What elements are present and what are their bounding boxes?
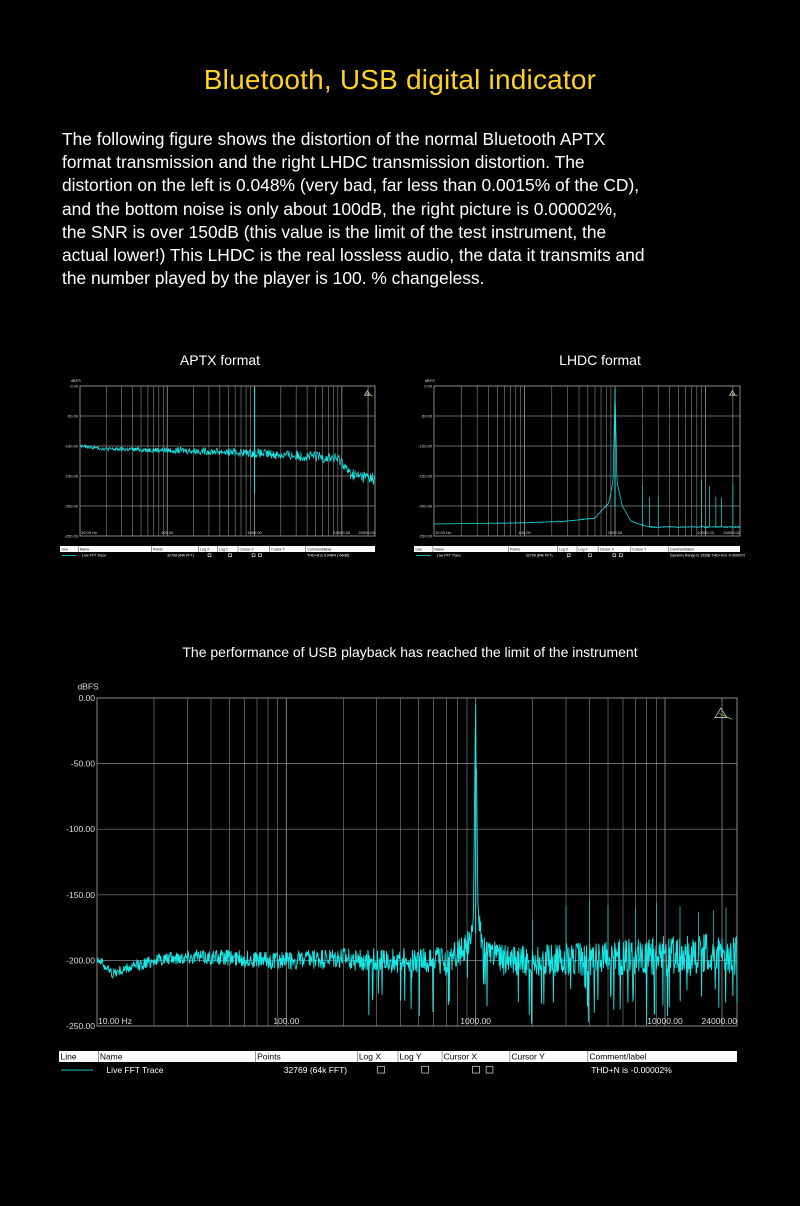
x-tick-label: 10000.00 [697, 530, 714, 535]
lhdc-caption: LHDC format [559, 352, 641, 368]
lhdc-fft-chart [410, 372, 745, 567]
table-header-6: Cursor Y [511, 1051, 545, 1062]
x-tick-label: 1000.00 [247, 530, 262, 535]
table-header-0: Line [60, 1051, 77, 1062]
plot-frame [97, 698, 737, 1026]
row-points: 32769 (64k FFT) [283, 1065, 348, 1076]
page-title: Bluetooth, USB digital indicator [203, 64, 597, 95]
row-name: Live FFT Trace [436, 553, 461, 558]
y-tick-label: -200.00 [66, 955, 95, 966]
row-name: Live FFT Trace [82, 553, 107, 558]
paragraph-line: format transmission and the right LHDC transmission distortion. The [62, 152, 585, 173]
row-checkbox [252, 554, 255, 557]
paragraph-line: The following figure shows the distortion of the normal Bluetooth APTX [62, 129, 606, 149]
x-tick-label: 100.00 [518, 530, 531, 535]
paragraph-line: the SNR is over 150dB (this value is the limit of the test instrument, the [62, 221, 607, 242]
row-checkbox [229, 554, 232, 557]
table-header-2: Points [510, 547, 521, 552]
x-tick-label: 24000.00 [701, 1016, 737, 1026]
y-tick-label: 0.00 [70, 383, 78, 389]
row-checkbox [486, 1066, 493, 1073]
x-tick-label: 10.00 Hz [98, 1016, 133, 1026]
y-tick-label: 0.00 [424, 383, 432, 389]
row-checkbox [258, 554, 261, 557]
x-tick-label: 24000.00 [723, 530, 740, 535]
table-header-1: Name [79, 547, 90, 552]
x-tick-label: 100.00 [161, 530, 174, 535]
table-header-1: Name [434, 547, 445, 552]
row-checkbox [613, 554, 616, 557]
x-tick-label: 100.00 [273, 1016, 300, 1026]
fft-trace [80, 445, 375, 484]
y-tick-label: -150.00 [418, 473, 432, 479]
row-checkbox [208, 554, 211, 557]
table-header-3: Log X [200, 547, 210, 552]
x-tick-label: 10000.00 [333, 530, 351, 535]
y-axis-label: dBFS [424, 378, 435, 383]
table-header-5: Cursor X [239, 547, 254, 552]
table-header-2: Points [257, 1051, 281, 1062]
table-header-6: Cursor Y [270, 547, 286, 552]
table-header-1: Name [99, 1051, 123, 1062]
paragraph-line: the number played by the player is 100. % changeless. [62, 268, 485, 289]
table-header-5: Cursor X [599, 547, 614, 552]
y-tick-label: -50.00 [420, 413, 432, 419]
lhdc-chart-svg [410, 372, 745, 567]
fft-trace [434, 393, 740, 527]
x-tick-label: 1000.00 [460, 1016, 492, 1026]
row-checkbox [378, 1066, 385, 1073]
y-axis-label: dBFS [77, 681, 99, 692]
y-tick-label: -150.00 [66, 889, 95, 900]
paragraph-line: actual lower!) This LHDC is the real lossless audio, the data it transmits and [62, 245, 645, 266]
row-points: 32769 (64k FFT) [525, 553, 553, 558]
y-tick-label: -50.00 [66, 413, 78, 419]
y-tick-label: -150.00 [64, 473, 78, 479]
row-points: 32768 (64k FFT) [167, 553, 194, 558]
paragraph-line: and the bottom noise is only about 100dB, the right picture is 0.00002%, [62, 198, 617, 219]
table-header-7: Comment/label [669, 547, 694, 552]
x-tick-label: 1000.00 [607, 530, 623, 535]
table-header-3: Log X [358, 1051, 382, 1062]
row-name: Live FFT Trace [106, 1065, 164, 1076]
usb-fft-chart [55, 680, 745, 1085]
plot-frame [434, 386, 740, 536]
row-checkbox [567, 554, 570, 557]
paragraph-line: distortion on the left is 0.048% (very bad, far less than 0.0015% of the CD), [62, 175, 640, 196]
y-tick-label: -250.00 [418, 533, 432, 539]
aptx-caption: APTX format [179, 352, 261, 368]
table-header-4: Log Y [578, 547, 588, 552]
row-checkbox [619, 554, 622, 557]
table-header-0: Line [61, 547, 69, 552]
row-checkbox [422, 1066, 429, 1073]
table-header-7: Comment/label [307, 547, 332, 552]
plot-frame [80, 386, 375, 536]
y-tick-label: 0.00 [78, 692, 95, 703]
y-tick-label: -100.00 [418, 443, 432, 449]
row-checkbox [473, 1066, 480, 1073]
table-header-5: Cursor X [443, 1051, 478, 1062]
row-checkbox [588, 554, 591, 557]
aptx-fft-chart [56, 372, 378, 567]
y-tick-label: -200.00 [64, 503, 78, 509]
y-tick-label: -250.00 [64, 533, 78, 539]
table-header-0: Line [415, 547, 423, 552]
table-header-4: Log Y [219, 547, 229, 552]
table-header-2: Points [152, 547, 163, 552]
usb-chart-svg [55, 680, 745, 1085]
table-header-6: Cursor Y [632, 547, 647, 552]
row-comment: Dynamic Range is 153dB THD+N is -0.00002% [669, 553, 745, 558]
x-tick-label: 10.00 Hz [435, 530, 452, 535]
fft-trace [97, 718, 737, 1024]
marker-icon-line [719, 713, 732, 719]
table-header-3: Log X [558, 547, 569, 552]
usb-caption: The performance of USB playback has reached the limit of the instrument [182, 644, 638, 660]
x-tick-label: 10000.00 [647, 1016, 683, 1026]
y-tick-label: -50.00 [70, 758, 95, 769]
x-tick-label: 10.00 Hz [81, 530, 98, 535]
row-comment: THD+N is 0.048% (-66dB) [307, 553, 350, 558]
y-tick-label: -200.00 [418, 503, 432, 509]
aptx-chart-svg [56, 372, 378, 567]
y-tick-label: -100.00 [64, 443, 78, 449]
description-paragraph [62, 128, 762, 290]
y-tick-label: -100.00 [66, 824, 95, 835]
row-comment: THD+N is -0.00002% [591, 1065, 672, 1076]
table-header-7: Comment/label [589, 1051, 647, 1062]
table-header-4: Log Y [399, 1051, 422, 1062]
y-axis-label: dBFS [70, 378, 81, 383]
y-tick-label: -250.00 [66, 1020, 95, 1031]
x-tick-label: 24000.00 [358, 530, 375, 535]
